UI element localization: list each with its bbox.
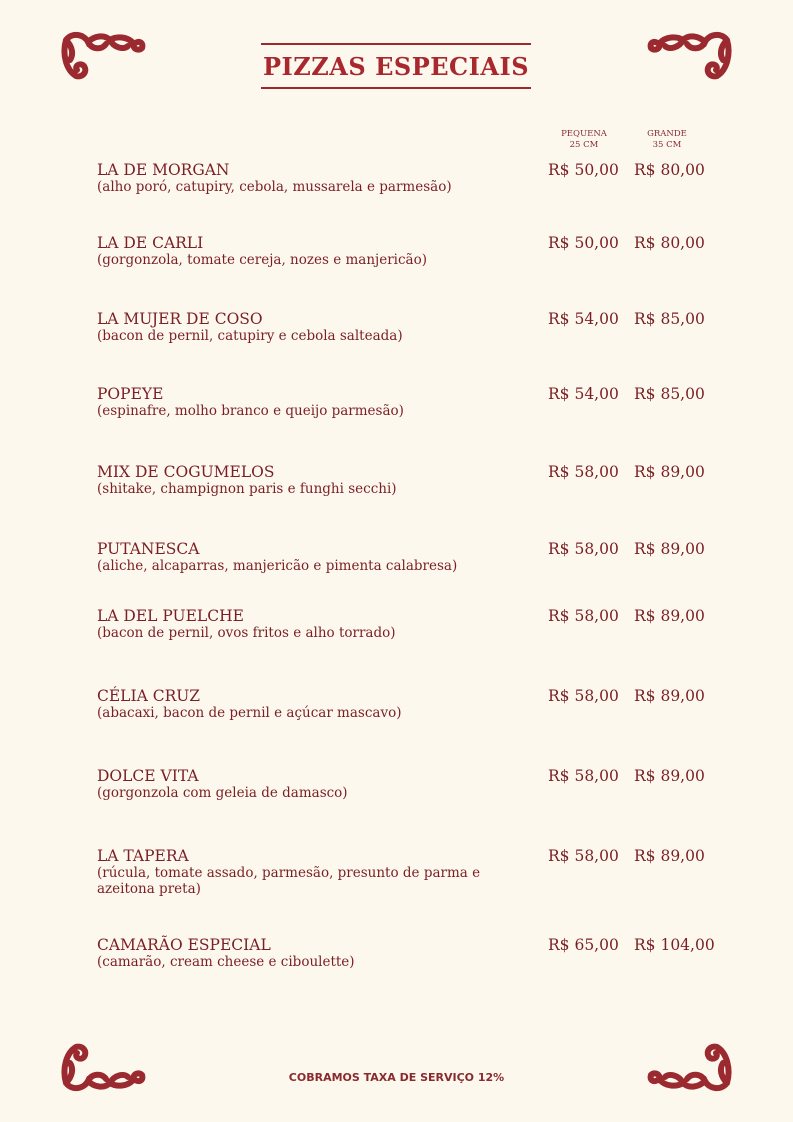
price-large: R$ 89,00 [634,463,705,481]
price-small: R$ 50,00 [548,234,619,252]
menu-item [97,540,737,574]
item-name: LA DE MORGAN [97,161,230,179]
menu-item [97,385,737,419]
menu-item [97,847,737,897]
item-description: (rúcula, tomate assado, parmesão, presunto de parma e azeitona preta) [97,865,481,897]
column-header-small [549,129,619,151]
price-large: R$ 80,00 [634,234,705,252]
price-large: R$ 85,00 [634,310,705,328]
menu-item [97,767,737,801]
item-description: (abacaxi, bacon de pernil e açúcar mascavo) [97,705,402,721]
column-label-large: GRANDE [647,129,687,139]
flourish-ornament-icon [645,28,735,83]
flourish-ornament-icon [58,1040,148,1095]
flourish-ornament-icon [58,28,148,83]
item-description: (bacon de pernil, catupiry e cebola salteada) [97,328,403,344]
price-small: R$ 58,00 [548,767,619,785]
item-name: LA TAPERA [97,847,189,865]
price-small: R$ 65,00 [548,936,619,954]
price-small: R$ 54,00 [548,310,619,328]
flourish-ornament-icon [645,1040,735,1095]
price-small: R$ 58,00 [548,607,619,625]
column-label-small: PEQUENA [561,129,607,139]
price-small: R$ 58,00 [548,687,619,705]
item-name: MIX DE COGUMELOS [97,463,275,481]
price-large: R$ 89,00 [634,687,705,705]
price-small: R$ 54,00 [548,385,619,403]
item-description: (shitake, champignon paris e funghi secchi) [97,481,397,497]
price-large: R$ 89,00 [634,847,705,865]
item-description: (camarão, cream cheese e ciboulette) [97,954,355,970]
item-name: POPEYE [97,385,164,403]
item-description: (alho poró, catupiry, cebola, mussarela e parmesão) [97,179,452,195]
item-name: CAMARÃO ESPECIAL [97,936,271,954]
price-large: R$ 89,00 [634,767,705,785]
item-description: (espinafre, molho branco e queijo parmesão) [97,403,404,419]
price-small: R$ 50,00 [548,161,619,179]
price-small: R$ 58,00 [548,847,619,865]
menu-item [97,234,737,268]
menu-item [97,687,737,721]
service-fee-note: COBRAMOS TAXA DE SERVIÇO 12% [288,1071,505,1084]
column-header-large [632,129,702,151]
price-large: R$ 80,00 [634,161,705,179]
item-description: (aliche, alcaparras, manjericão e pimenta calabresa) [97,558,458,574]
price-large: R$ 104,00 [634,936,715,954]
item-name: LA DE CARLI [97,234,204,252]
price-small: R$ 58,00 [548,540,619,558]
title-banner [261,43,531,89]
menu-item [97,161,737,195]
item-name: LA MUJER DE COSO [97,310,263,328]
price-large: R$ 85,00 [634,385,705,403]
item-name: LA DEL PUELCHE [97,607,244,625]
item-description: (bacon de pernil, ovos fritos e alho torrado) [97,625,396,641]
column-size-large: 35 CM [652,140,682,150]
price-small: R$ 58,00 [548,463,619,481]
price-large: R$ 89,00 [634,607,705,625]
item-name: DOLCE VITA [97,767,199,785]
price-large: R$ 89,00 [634,540,705,558]
menu-item [97,463,737,497]
menu-item [97,607,737,641]
menu-item [97,310,737,344]
page-title: PIZZAS ESPECIAIS [262,51,530,81]
menu-item [97,936,737,970]
item-description: (gorgonzola, tomate cereja, nozes e manjericão) [97,252,427,268]
item-description: (gorgonzola com geleia de damasco) [97,785,348,801]
column-size-small: 25 CM [569,140,599,150]
item-name: CÉLIA CRUZ [97,687,201,705]
item-name: PUTANESCA [97,540,200,558]
